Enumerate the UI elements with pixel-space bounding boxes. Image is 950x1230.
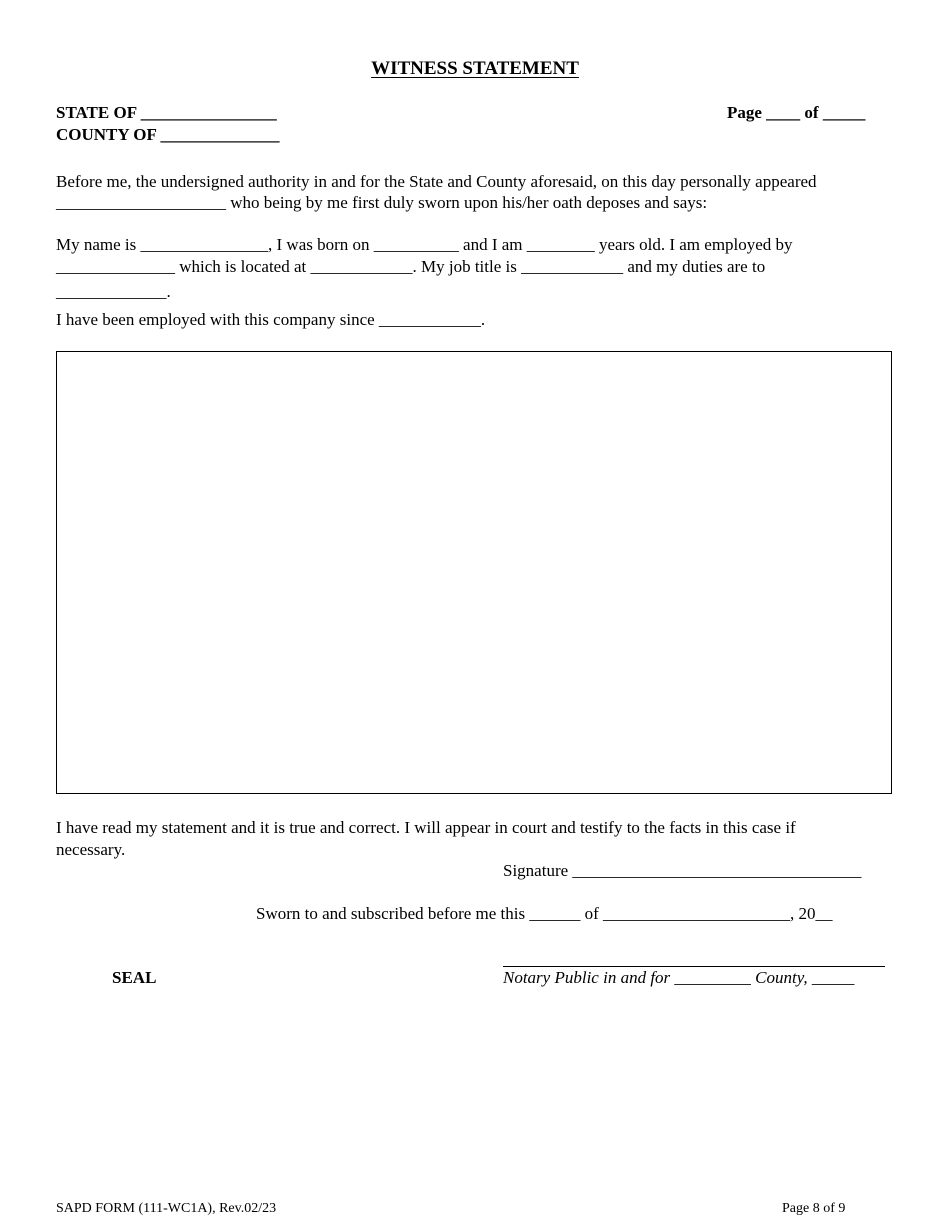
sworn-field[interactable]: Sworn to and subscribed before me this ______ of ______________________, 20__ [256, 904, 833, 923]
state-field[interactable]: STATE OF ________________ [56, 103, 277, 122]
page-title-text: WITNESS STATEMENT [371, 58, 579, 79]
page-of-field[interactable]: Page ____ of _____ [727, 103, 866, 122]
county-field[interactable]: COUNTY OF ______________ [56, 125, 280, 144]
notary-field[interactable]: Notary Public in and for _________ County, _____ [503, 968, 855, 987]
signature-field[interactable]: Signature __________________________________ [503, 861, 862, 880]
details-line-1[interactable]: My name is _______________, I was born on __________ and I am ________ years old. I am employed by [56, 235, 793, 254]
form-id-footer: SAPD FORM (111-WC1A), Rev.02/23 [56, 1201, 277, 1216]
page-title [0, 58, 950, 80]
attestation-line-2: necessary. [56, 840, 126, 859]
employment-since-line[interactable]: I have been employed with this company since ____________. [56, 310, 486, 329]
details-line-3[interactable]: _____________. [56, 282, 171, 301]
seal-label: SEAL [112, 968, 157, 987]
page-number-footer: Page 8 of 9 [782, 1201, 846, 1216]
details-line-2[interactable]: ______________ which is located at ____________. My job title is ____________ and my duties are to [56, 257, 766, 276]
intro-line-1: Before me, the undersigned authority in and for the State and County aforesaid, on this day personally appeared [56, 172, 817, 191]
intro-line-2[interactable]: ____________________ who being by me first duly sworn upon his/her oath deposes and says: [56, 193, 708, 212]
attestation-line-1: I have read my statement and it is true and correct. I will appear in court and testify to the facts in this case if [56, 818, 796, 837]
statement-textarea[interactable] [56, 351, 892, 794]
